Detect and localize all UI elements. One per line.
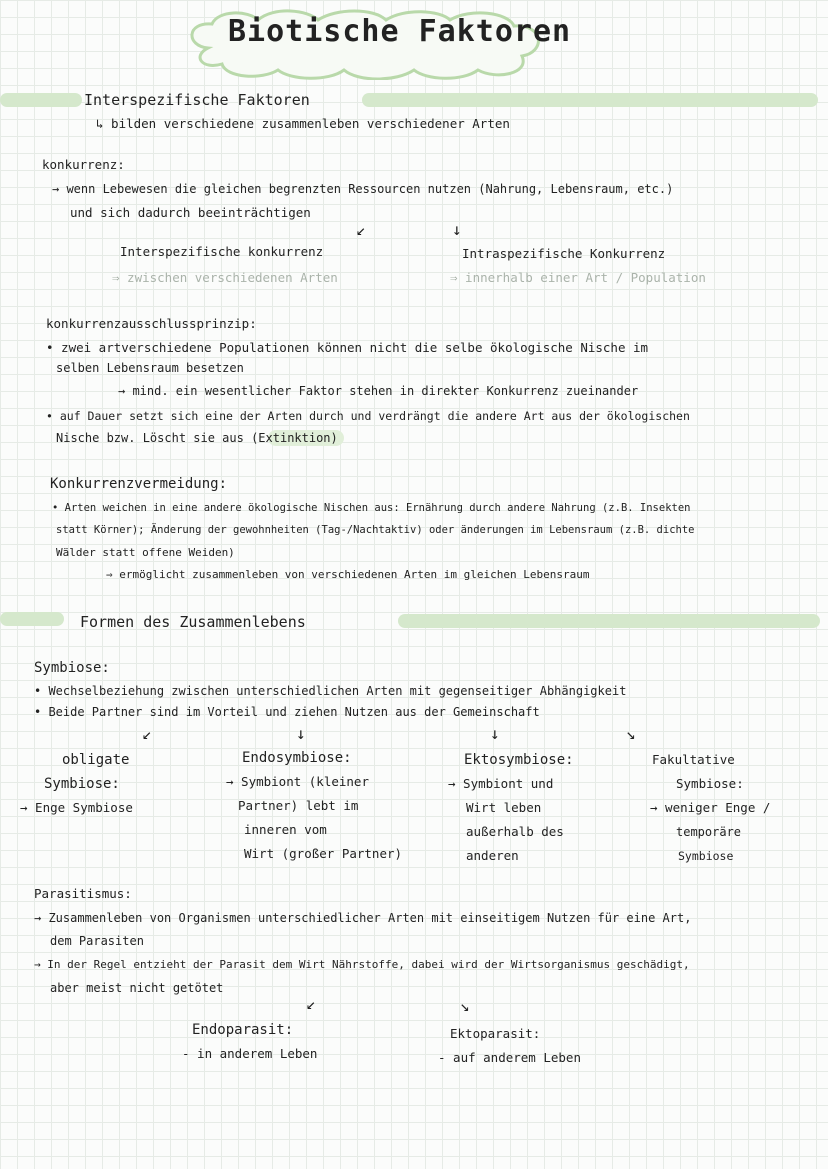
vermeidung-line1: • Arten weichen in eine andere ökologische Nischen aus: Ernährung durch andere Nahrung (z.B. Insekten — [52, 502, 691, 514]
heading-highlight-right — [362, 93, 818, 107]
vermeidung-line2: statt Körner); Änderung der gewohnheiten (Tag-/Nachtaktiv) oder änderungen im Lebensraum (z.B. dichte — [56, 524, 695, 536]
ausschluss-b1-line2: selben Lebensraum besetzen — [56, 361, 244, 375]
vermeidung-line3: Wälder statt offene Weiden) — [56, 546, 235, 559]
konkurrenz-line2: und sich dadurch beeinträchtigen — [70, 205, 311, 220]
inter-konkurrenz-note: ⇒ zwischen verschiedenen Arten — [112, 270, 338, 285]
endo-line2: → Symbiont (kleiner — [226, 774, 369, 789]
ekto-line1: Ektosymbiose: — [464, 752, 574, 768]
fakultativ-line2: Symbiose: — [676, 776, 744, 791]
fakultativ-line1: Fakultative — [652, 752, 735, 767]
parasitismus-line2: dem Parasiten — [50, 934, 144, 948]
endoparasit-label: Endoparasit: — [192, 1022, 294, 1038]
label-konkurrenzvermeidung: Konkurrenzvermeidung: — [50, 476, 228, 492]
intra-konkurrenz-label: Intraspezifische Konkurrenz — [462, 246, 666, 261]
arrow-down-icon: ↓ — [490, 724, 500, 743]
endoparasit-text: - in anderem Leben — [182, 1046, 318, 1061]
endo-line4: inneren vom — [244, 822, 327, 837]
label-symbiose: Symbiose: — [34, 660, 110, 676]
arrow-right-down-icon: ↘ — [626, 724, 636, 743]
arrow-down-icon: ↓ — [452, 220, 462, 239]
ekto-line4: außerhalb des — [466, 824, 564, 839]
intra-konkurrenz-note: ⇒ innerhalb einer Art / Population — [450, 270, 706, 285]
page-title: Biotische Faktoren — [228, 14, 572, 49]
arrow-right-down-icon: ↘ — [460, 996, 470, 1015]
arrow-left-down-icon: ↙ — [142, 724, 152, 743]
section-heading-interspezifisch: Interspezifische Faktoren — [84, 91, 310, 109]
heading2-highlight-left — [0, 612, 64, 626]
ausschluss-b2-line2: Nische bzw. Löscht sie aus (Extinktion) — [56, 431, 338, 445]
vermeidung-line4: ⇒ ermöglicht zusammenleben von verschiedenen Arten im gleichen Lebensraum — [106, 568, 590, 581]
arrow-left-down-icon: ↙ — [356, 220, 366, 239]
ektoparasit-text: - auf anderem Leben — [438, 1050, 581, 1065]
fakultativ-line3: → weniger Enge / — [650, 800, 771, 815]
section-heading-zusammenleben: Formen des Zusammenlebens — [80, 613, 306, 631]
inter-konkurrenz-label: Interspezifische konkurrenz — [120, 244, 324, 259]
obligat-line3: → Enge Symbiose — [20, 800, 133, 815]
ausschluss-b1-line3: → mind. ein wesentlicher Faktor stehen in direkter Konkurrenz zueinander — [118, 384, 639, 398]
label-konkurrenz: konkurrenz: — [42, 157, 125, 172]
symbiose-b2: • Beide Partner sind im Vorteil und ziehen Nutzen aus der Gemeinschaft — [34, 705, 540, 719]
ektoparasit-label: Ektoparasit: — [450, 1026, 541, 1041]
label-ausschlussprinzip: konkurrenzausschlussprinzip: — [46, 316, 257, 331]
label-parasitismus: Parasitismus: — [34, 886, 132, 901]
heading-highlight-left — [0, 93, 82, 107]
parasitismus-line1: → Zusammenleben von Organismen unterschiedlicher Arten mit einseitigem Nutzen für eine Art, — [34, 911, 692, 925]
ekto-line5: anderen — [466, 848, 519, 863]
ausschluss-b2-line1: • auf Dauer setzt sich eine der Arten durch und verdrängt die andere Art aus der ökologischen — [46, 409, 690, 423]
konkurrenz-line1: → wenn Lebewesen die gleichen begrenzten Ressourcen nutzen (Nahrung, Lebensraum, etc.) — [52, 182, 674, 196]
fakultativ-line4: temporäre — [676, 825, 742, 839]
ekto-line3: Wirt leben — [466, 800, 542, 815]
endo-line1: Endosymbiose: — [242, 750, 352, 766]
ekto-line2: → Symbiont und — [448, 776, 554, 791]
parasitismus-line3: → In der Regel entzieht der Parasit dem Wirt Nährstoffe, dabei wird der Wirtsorganismus geschädigt, — [34, 958, 690, 971]
ausschluss-b1-line1: • zwei artverschiedene Populationen können nicht die selbe ökologische Nische im — [46, 340, 649, 355]
endo-line3: Partner) lebt im — [238, 798, 359, 813]
symbiose-b1: • Wechselbeziehung zwischen unterschiedlichen Arten mit gegenseitiger Abhängigkeit — [34, 684, 627, 698]
fakultativ-line5: Symbiose — [678, 849, 734, 863]
obligat-line1: obligate — [62, 752, 130, 768]
parasitismus-line4: aber meist nicht getötet — [50, 981, 224, 995]
endo-line5: Wirt (großer Partner) — [244, 846, 403, 861]
heading2-highlight-right — [398, 614, 820, 628]
section-subline: ↳ bilden verschiedene zusammenleben verschiedener Arten — [96, 116, 510, 131]
obligat-line2: Symbiose: — [44, 776, 120, 792]
arrow-down-icon: ↓ — [296, 724, 306, 743]
arrow-left-down-icon: ↙ — [306, 994, 316, 1013]
